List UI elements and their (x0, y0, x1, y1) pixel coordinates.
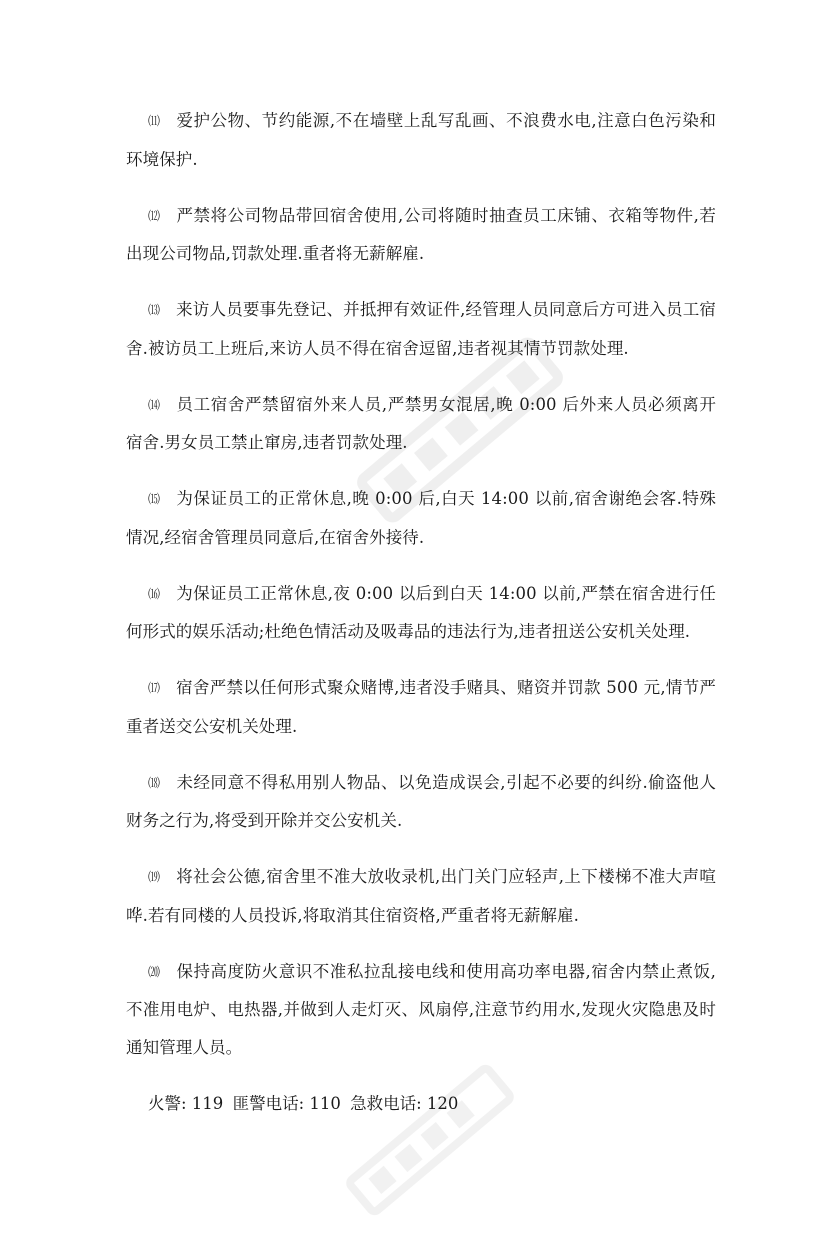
rule-item (126, 197, 716, 273)
rule-item (126, 575, 716, 651)
rule-text: 员工宿舍严禁留宿外来人员,严禁男女混居,晚 0:00 后外来人员必须离开宿舍.男女员工禁止窜房,违者罚款处理. (126, 394, 716, 452)
rule-item (126, 858, 716, 934)
rule-item (126, 291, 716, 367)
rule-item (126, 386, 716, 462)
rule-number: ⑿ (148, 208, 160, 223)
rule-number: ⒁ (148, 397, 160, 412)
police-number: 匪警电话: 110 (232, 1093, 341, 1113)
rule-text: 保持高度防火意识不准私拉乱接电线和使用高功率电器,宿舍内禁止煮饭,不准用电炉、电热器,并做到人走灯灭、风扇停,注意节约用水,发现火灾隐患及时通知管理人员。 (126, 961, 716, 1057)
rule-item (126, 669, 716, 745)
emergency-numbers (126, 1085, 716, 1123)
rule-item (126, 764, 716, 840)
rule-number: ⒆ (148, 870, 160, 884)
rules-list (126, 102, 716, 1122)
rule-text: 严禁将公司物品带回宿舍使用,公司将随时抽查员工床铺、衣箱等物件,若出现公司物品,罚款处理.重者将无薪解雇. (126, 205, 716, 263)
ambulance-number: 急救电话: 120 (350, 1093, 459, 1113)
rule-text: 宿舍严禁以任何形式聚众赌博,违者没手赌具、赌资并罚款 500 元,情节严重者送交公安机关处理. (126, 678, 716, 736)
rule-text: 来访人员要事先登记、并抵押有效证件,经管理人员同意后方可进入员工宿舍.被访员工上班后,来访人员不得在宿舍逗留,违者视其情节罚款处理. (126, 300, 716, 358)
rule-number: ⒅ (148, 775, 160, 790)
rule-number: ⒃ (148, 586, 160, 601)
rule-text: 为保证员工正常休息,夜 0:00 以后到白天 14:00 以前,严禁在宿舍进行任何形式的娱乐活动;杜绝色情活动及吸毒品的违法行为,违者扭送公安机关处理. (126, 583, 716, 641)
fire-number: 火警: 119 (148, 1093, 224, 1113)
rule-item (126, 953, 716, 1067)
rule-number: ⒇ (148, 964, 160, 979)
rule-text: 为保证员工的正常休息,晚 0:00 后,白天 14:00 以前,宿舍谢绝会客.特殊情况,经宿舍管理员同意后,在宿舍外接待. (126, 489, 716, 547)
rule-item (126, 480, 716, 556)
rule-text: 爱护公物、节约能源,不在墙壁上乱写乱画、不浪费水电,注意白色污染和环境保护. (126, 111, 716, 169)
rule-number: ⑾ (148, 114, 160, 128)
rule-number: ⒀ (148, 303, 160, 317)
rule-text: 未经同意不得私用别人物品、以免造成误会,引起不必要的纠纷.偷盗他人财务之行为,将受到开除并交公安机关. (126, 772, 716, 830)
rule-item (126, 102, 716, 178)
rule-number: ⒂ (148, 492, 160, 506)
rule-text: 将社会公德,宿舍里不准大放收录机,出门关门应轻声,上下楼梯不准大声喧哗.若有同楼的人员投诉,将取消其住宿资格,严重者将无薪解雇. (126, 867, 716, 925)
rule-number: ⒄ (148, 681, 160, 695)
